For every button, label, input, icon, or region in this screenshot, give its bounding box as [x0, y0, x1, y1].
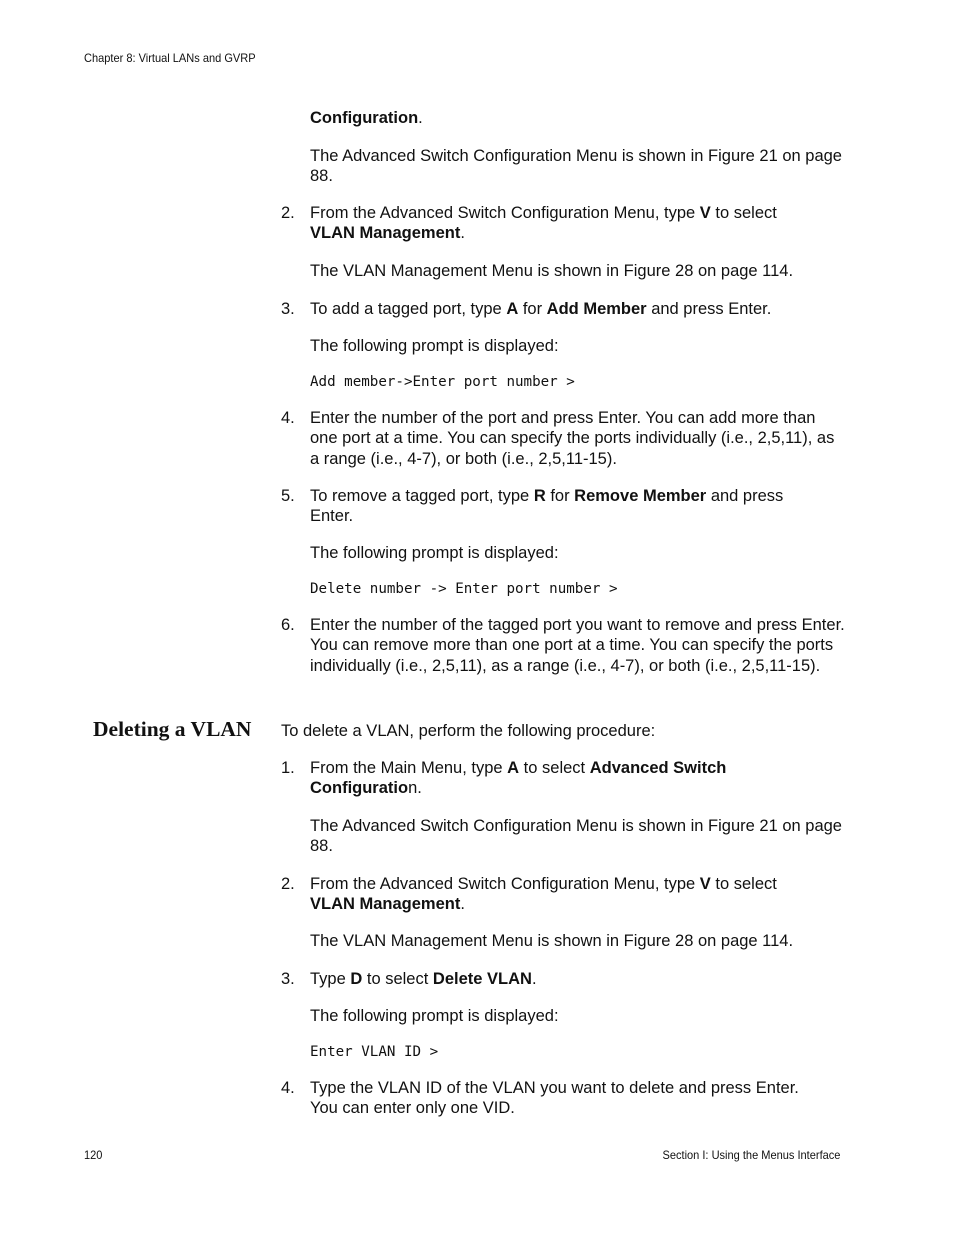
note-adv-menu: The Advanced Switch Configuration Menu is shown in Figure 21 on page 88. [310, 147, 842, 186]
step-number: 5. [281, 487, 295, 505]
note-adv-menu: The Advanced Switch Configuration Menu is shown in Figure 21 on page 88. [310, 817, 842, 856]
step-text: To remove a tagged port, type R for Remove Member and press Enter. [310, 487, 784, 526]
note-vlan-menu: The VLAN Management Menu is shown in Figure 28 on page 114. [310, 262, 794, 280]
note-vlan-menu: The VLAN Management Menu is shown in Figure 28 on page 114. [310, 932, 794, 950]
prompt-intro: The following prompt is displayed: [310, 1007, 559, 1025]
step-number: 6. [281, 616, 295, 634]
step-text: To add a tagged port, type A for Add Member and press Enter. [310, 300, 772, 318]
prompt-intro: The following prompt is displayed: [310, 337, 559, 355]
section-intro: To delete a VLAN, perform the following procedure: [281, 722, 656, 740]
continuation-line: Configuration. [310, 109, 423, 127]
step-number: 3. [281, 300, 295, 318]
prompt-intro: The following prompt is displayed: [310, 544, 559, 562]
step-number: 2. [281, 204, 295, 222]
step-number: 4. [281, 409, 295, 427]
step-text: From the Main Menu, type A to select Advanced Switch Configuration. [310, 759, 727, 798]
bold-term: Configuration [310, 109, 419, 127]
command-prompt: Enter VLAN ID > [310, 1044, 439, 1060]
step-number: 2. [281, 875, 295, 893]
step-number: 1. [281, 759, 295, 777]
step-text: From the Advanced Switch Configuration Menu, type V to select VLAN Management. [310, 204, 777, 243]
command-prompt: Delete number -> Enter port number > [310, 581, 618, 597]
step-text: Enter the number of the tagged port you want to remove and press Enter. You can remove more than one port at a time. You can specify the ports individually (i.e., 2,5,11), as a range (i.e., 4-7), or both (i.e., 2,5,11-15). [310, 616, 845, 675]
step-text: From the Advanced Switch Configuration Menu, type V to select VLAN Management. [310, 875, 777, 914]
section-heading: Deleting a VLAN [93, 717, 252, 741]
step-number: 4. [281, 1079, 295, 1097]
command-prompt: Add member->Enter port number > [310, 374, 575, 390]
step-text: Type D to select Delete VLAN. [310, 970, 537, 988]
step-text: Type the VLAN ID of the VLAN you want to delete and press Enter. You can enter only one VID. [310, 1079, 799, 1118]
running-header: Chapter 8: Virtual LANs and GVRP [84, 51, 256, 65]
running-footer: Section I: Using the Menus Interface [662, 1148, 840, 1162]
step-number: 3. [281, 970, 295, 988]
page-number: 120 [84, 1148, 103, 1162]
step-text: Enter the number of the port and press Enter. You can add more than one port at a time. You can specify the ports individually (i.e., 2,5,11), as a range (i.e., 4-7), or both (i.e., 2,5,11-15). [310, 409, 835, 468]
